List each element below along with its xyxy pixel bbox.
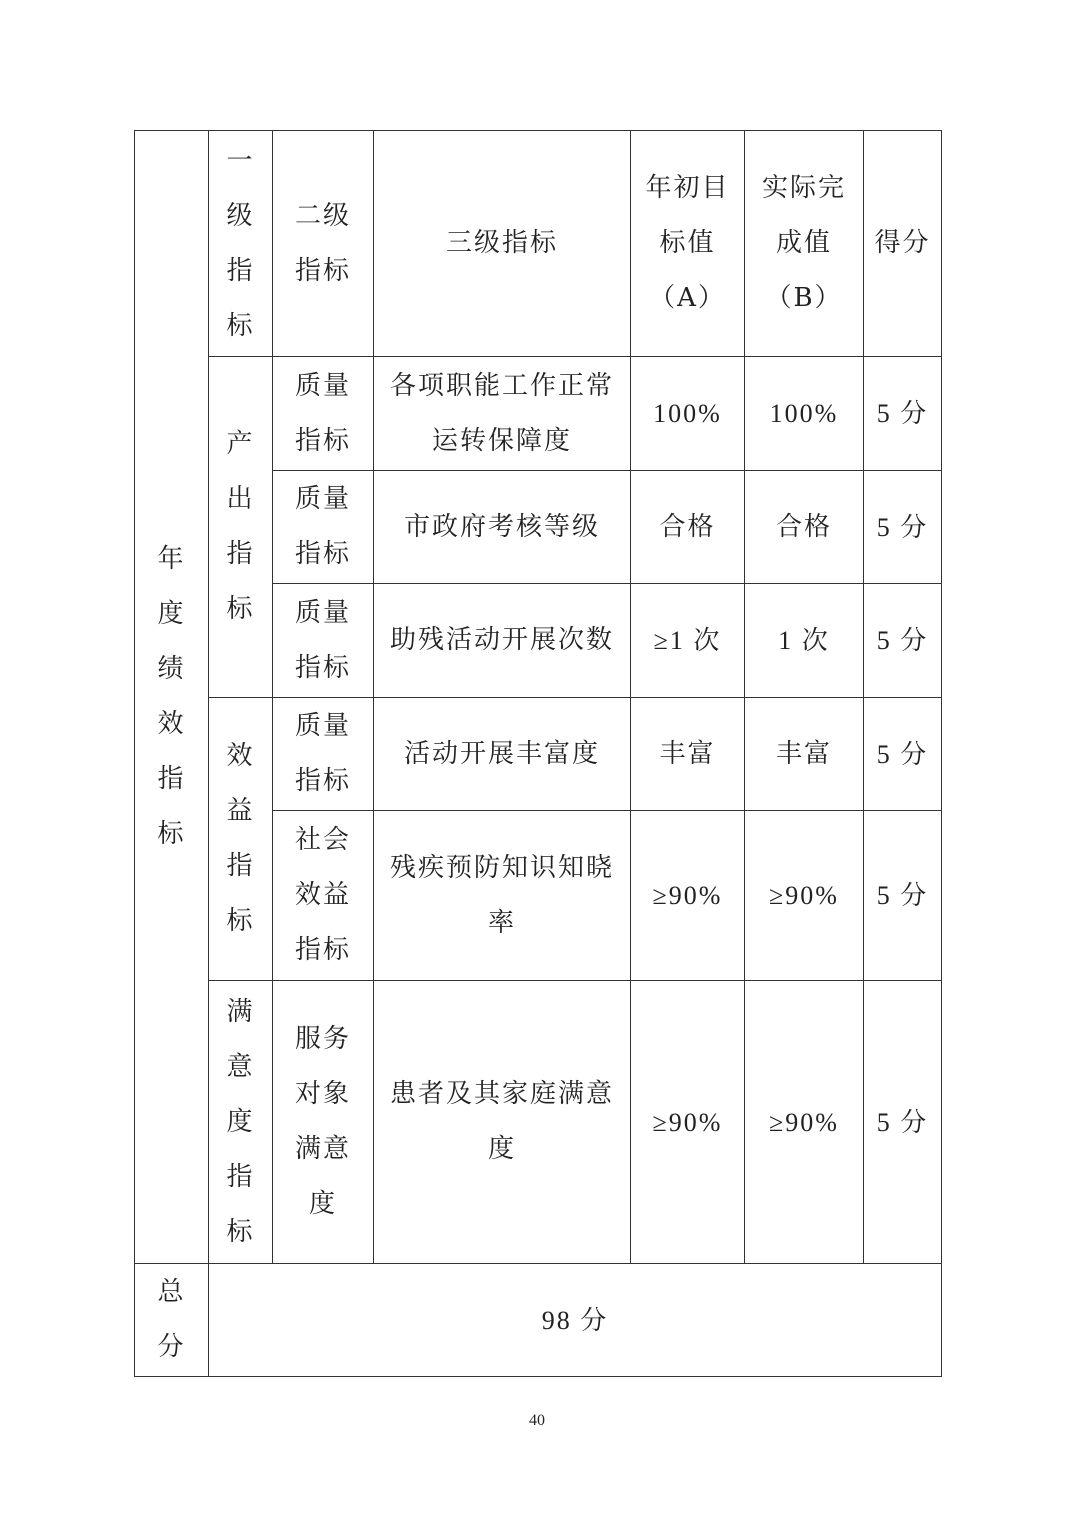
level2-cell: 质量指标 xyxy=(273,584,374,698)
target-cell: ≥90% xyxy=(631,981,745,1264)
score-cell: 5 分 xyxy=(864,981,942,1264)
level3-cell: 患者及其家庭满意度 xyxy=(374,981,631,1264)
target-cell: ≥1 次 xyxy=(631,584,745,698)
level2-header: 二级指标 xyxy=(273,131,374,357)
level3-header: 三级指标 xyxy=(374,131,631,357)
level3-cell: 各项职能工作正常运转保障度 xyxy=(374,357,631,471)
table-row xyxy=(135,981,942,1264)
level1-header: 一级指标 xyxy=(209,131,273,357)
actual-cell: 1 次 xyxy=(745,584,864,698)
level3-cell: 助残活动开展次数 xyxy=(374,584,631,698)
target-cell: 100% xyxy=(631,357,745,471)
level3-cell: 市政府考核等级 xyxy=(374,471,631,584)
actual-cell: 合格 xyxy=(745,471,864,584)
score-cell: 5 分 xyxy=(864,357,942,471)
target-cell: ≥90% xyxy=(631,811,745,981)
annual-indicator-cell xyxy=(135,131,209,1264)
total-label-cell: 总分 xyxy=(135,1264,209,1377)
output-group-cell: 产出指标 xyxy=(209,357,273,698)
table-header-row xyxy=(135,131,942,357)
target-cell: 合格 xyxy=(631,471,745,584)
score-cell: 5 分 xyxy=(864,811,942,981)
total-row xyxy=(135,1264,942,1377)
actual-cell: ≥90% xyxy=(745,811,864,981)
annual-indicator-label: 年度绩效指标 xyxy=(157,544,186,849)
table-row xyxy=(135,698,942,811)
level3-cell: 活动开展丰富度 xyxy=(374,698,631,811)
level3-cell: 残疾预防知识知晓率 xyxy=(374,811,631,981)
score-header: 得分 xyxy=(864,131,942,357)
target-cell: 丰富 xyxy=(631,698,745,811)
performance-indicator-table xyxy=(134,130,942,1377)
level2-cell: 质量指标 xyxy=(273,357,374,471)
score-cell: 5 分 xyxy=(864,584,942,698)
benefit-group-cell: 效益指标 xyxy=(209,698,273,981)
level2-cell: 质量指标 xyxy=(273,471,374,584)
page-number: 40 xyxy=(529,1412,545,1429)
level2-cell: 质量指标 xyxy=(273,698,374,811)
total-value-cell: 98 分 xyxy=(209,1264,942,1377)
actual-cell: 丰富 xyxy=(745,698,864,811)
actual-header: 实际完成值（B） xyxy=(745,131,864,357)
level2-cell: 服务对象满意度 xyxy=(273,981,374,1264)
table-row xyxy=(135,357,942,471)
actual-cell: ≥90% xyxy=(745,981,864,1264)
score-cell: 5 分 xyxy=(864,471,942,584)
score-cell: 5 分 xyxy=(864,698,942,811)
satisfaction-group-cell: 满意度指标 xyxy=(209,981,273,1264)
level2-cell: 社会效益指标 xyxy=(273,811,374,981)
target-header: 年初目标值（A） xyxy=(631,131,745,357)
actual-cell: 100% xyxy=(745,357,864,471)
